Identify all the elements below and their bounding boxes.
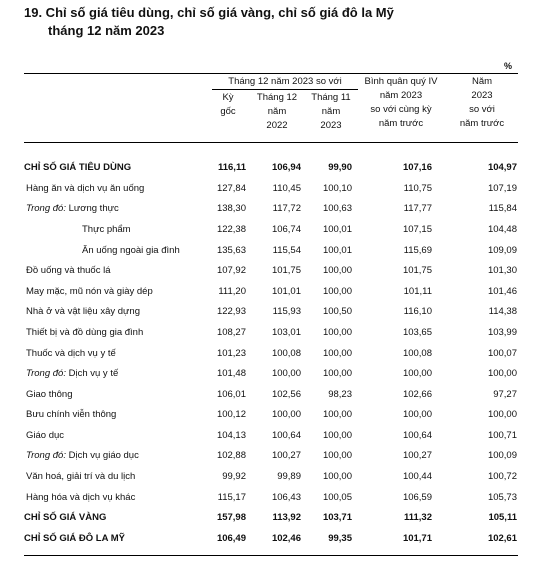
cell-value: 113,92	[272, 512, 301, 523]
row-label	[24, 158, 131, 178]
cell-value: 100,72	[487, 471, 517, 482]
cell-value: 117,72	[272, 203, 301, 214]
row-label	[26, 179, 144, 199]
header-q4-average	[360, 75, 442, 131]
cell-value: 100,00	[271, 409, 301, 420]
row-label-prefix: Trong đó:	[26, 203, 66, 214]
cell-value: 99,89	[277, 471, 301, 482]
header-text: so với	[469, 104, 495, 115]
cell-value: 100,00	[487, 409, 517, 420]
cell-value: 101,48	[216, 368, 246, 379]
row-label	[26, 302, 140, 322]
cell-value: 98,23	[328, 389, 352, 400]
header-bottom-rule	[24, 142, 518, 143]
table-row	[24, 529, 518, 549]
cell-value: 103,01	[271, 327, 301, 338]
cell-value: 101,75	[271, 265, 301, 276]
header-group-rule	[212, 89, 358, 90]
cell-value: 100,00	[271, 368, 301, 379]
header-text: Năm	[471, 76, 493, 87]
table-row	[24, 385, 518, 405]
cell-value: 106,49	[216, 533, 246, 544]
cell-value: 100,00	[322, 327, 352, 338]
cell-value: 102,66	[402, 389, 432, 400]
cell-value: 100,71	[487, 430, 517, 441]
cell-value: 101,75	[402, 265, 432, 276]
table-title-line1: 19. Chỉ số giá tiêu dùng, chỉ số giá vàng, chỉ số giá đô la Mỹ	[24, 5, 394, 20]
row-label	[26, 282, 153, 302]
cell-value: 107,15	[402, 224, 432, 235]
header-text: 2023	[320, 120, 342, 131]
header-dec-2022	[252, 91, 302, 133]
row-label	[82, 220, 131, 240]
row-label-text: Bưu chính viễn thông	[26, 409, 117, 420]
cell-value: 107,19	[487, 183, 517, 194]
row-label	[26, 385, 72, 405]
cell-value: 100,07	[487, 348, 517, 359]
cell-value: 103,99	[487, 327, 517, 338]
cell-value: 115,17	[217, 492, 246, 503]
cell-value: 101,01	[271, 286, 301, 297]
cell-value: 104,97	[487, 162, 517, 173]
row-label-text: Văn hoá, giải trí và du lịch	[26, 471, 136, 482]
header-text: Tháng 11	[311, 92, 351, 103]
cell-value: 135,63	[216, 245, 246, 256]
row-label-text: Thiết bị và đồ dùng gia đình	[26, 327, 144, 338]
row-label-text: Dịch vụ y tế	[65, 368, 119, 379]
cell-value: 100,00	[402, 409, 432, 420]
cell-value: 104,48	[487, 224, 517, 235]
row-label-text: CHỈ SỐ GIÁ VÀNG	[24, 512, 107, 523]
cell-value: 100,63	[322, 203, 352, 214]
table-row	[24, 508, 518, 528]
cell-value: 115,69	[403, 245, 432, 256]
cell-value: 110,45	[272, 183, 301, 194]
header-text: Kỳ	[222, 92, 234, 103]
cell-value: 122,93	[216, 306, 246, 317]
table-row	[24, 199, 518, 219]
row-label-text: Hàng hóa và dịch vụ khác	[26, 492, 136, 503]
header-text: năm trước	[459, 118, 505, 129]
cell-value: 100,10	[322, 183, 352, 194]
table-bottom-rule	[24, 555, 518, 556]
table-row	[24, 261, 518, 281]
row-label-text: Ăn uống ngoài gia đình	[82, 245, 180, 256]
cell-value: 103,71	[322, 512, 352, 523]
cell-value: 106,59	[402, 492, 432, 503]
cell-value: 99,90	[328, 162, 352, 173]
cell-value: 138,30	[216, 203, 246, 214]
cell-value: 100,50	[322, 306, 352, 317]
cell-value: 102,88	[216, 450, 246, 461]
cell-value: 100,00	[322, 265, 352, 276]
header-group-label	[212, 75, 358, 89]
cell-value: 100,00	[322, 450, 352, 461]
header-base-period	[208, 91, 248, 119]
cell-value: 106,43	[271, 492, 301, 503]
header-group-text: Tháng 12 năm 2023 so với	[228, 76, 342, 87]
header-year-2023	[448, 75, 516, 131]
cell-value: 100,01	[322, 245, 352, 256]
table-row	[24, 241, 518, 261]
header-text: năm	[267, 106, 287, 117]
row-label-text: Giao thông	[26, 389, 73, 400]
cell-value: 100,00	[322, 471, 352, 482]
row-label-prefix: Trong đó:	[26, 450, 66, 461]
row-label-text: Hàng ăn và dịch vụ ăn uống	[26, 183, 145, 194]
cell-value: 114,38	[488, 306, 517, 317]
cell-value: 99,35	[328, 533, 352, 544]
cell-value: 100,00	[322, 409, 352, 420]
table-row	[24, 323, 518, 343]
cell-value: 99,92	[222, 471, 246, 482]
cell-value: 101,30	[487, 265, 517, 276]
row-label-text: CHỈ SỐ GIÁ ĐÔ LA MỸ	[24, 533, 125, 544]
cell-value: 105,11	[488, 512, 517, 523]
row-label	[26, 405, 116, 425]
cell-value: 101,23	[216, 348, 246, 359]
cell-value: 103,65	[402, 327, 432, 338]
cell-value: 109,09	[487, 245, 517, 256]
row-label	[24, 508, 106, 528]
cell-value: 111,20	[218, 286, 246, 297]
cell-value: 115,84	[488, 203, 517, 214]
row-label	[24, 529, 125, 549]
cell-value: 100,00	[487, 368, 517, 379]
cell-value: 116,11	[217, 162, 246, 173]
table-row	[24, 158, 518, 178]
cell-value: 107,92	[216, 265, 246, 276]
row-label	[26, 446, 139, 466]
header-text: 2022	[266, 120, 288, 131]
cell-value: 115,54	[272, 245, 301, 256]
cell-value: 127,84	[216, 183, 246, 194]
row-label-prefix: Trong đó:	[26, 368, 66, 379]
cell-value: 100,27	[402, 450, 432, 461]
cell-value: 107,16	[402, 162, 432, 173]
cell-value: 115,93	[272, 306, 301, 317]
cell-value: 100,08	[402, 348, 432, 359]
cell-value: 97,27	[493, 389, 517, 400]
cell-value: 157,98	[216, 512, 246, 523]
cell-value: 100,09	[487, 450, 517, 461]
cell-value: 100,27	[271, 450, 301, 461]
cell-value: 104,13	[216, 430, 246, 441]
cell-value: 102,56	[271, 389, 301, 400]
cell-value: 100,00	[322, 368, 352, 379]
table-row	[24, 467, 518, 487]
row-label	[82, 241, 180, 261]
table-row	[24, 302, 518, 322]
header-text: năm 2023	[379, 90, 423, 101]
cell-value: 110,75	[403, 183, 432, 194]
row-label	[26, 323, 143, 343]
cell-value: 106,94	[271, 162, 301, 173]
row-label	[26, 199, 119, 219]
row-label-text: Nhà ở và vật liệu xây dựng	[26, 306, 140, 317]
table-row	[24, 282, 518, 302]
cell-value: 100,01	[322, 224, 352, 235]
cell-value: 100,00	[322, 348, 352, 359]
row-label-text: May mặc, mũ nón và giày dép	[26, 286, 153, 297]
row-label	[26, 467, 135, 487]
row-label-text: Thuốc và dịch vụ y tế	[26, 348, 116, 359]
row-label	[26, 488, 135, 508]
cell-value: 111,32	[403, 512, 432, 523]
table-title	[24, 4, 394, 40]
cell-value: 116,10	[403, 306, 432, 317]
cell-value: 117,77	[403, 203, 432, 214]
cell-value: 101,71	[402, 533, 432, 544]
cell-value: 100,00	[322, 286, 352, 297]
cell-value: 102,61	[487, 533, 517, 544]
table-row	[24, 446, 518, 466]
header-text: Tháng 12	[256, 92, 298, 103]
table-row	[24, 364, 518, 384]
cell-value: 100,12	[216, 409, 246, 420]
cell-value: 100,64	[402, 430, 432, 441]
cell-value: 105,73	[487, 492, 517, 503]
header-text: Bình quân quý IV	[364, 76, 438, 87]
table-row	[24, 220, 518, 240]
cell-value: 100,44	[402, 471, 432, 482]
header-text: so với cùng kỳ	[370, 104, 432, 115]
table-row	[24, 488, 518, 508]
cell-value: 122,38	[216, 224, 246, 235]
row-label-text: CHỈ SỐ GIÁ TIÊU DÙNG	[24, 162, 132, 173]
table-row	[24, 344, 518, 364]
cell-value: 101,11	[403, 286, 432, 297]
cell-value: 102,46	[271, 533, 301, 544]
row-label-text: Giáo dục	[26, 430, 65, 441]
cell-value: 106,74	[271, 224, 301, 235]
header-text: năm	[321, 106, 341, 117]
cell-value: 106,01	[216, 389, 246, 400]
header-text: năm trước	[378, 118, 424, 129]
cell-value: 108,27	[216, 327, 246, 338]
row-label-text: Đồ uống và thuốc lá	[26, 265, 111, 276]
table-row	[24, 405, 518, 425]
unit-label: %	[504, 61, 513, 71]
header-text: gốc	[220, 106, 236, 117]
row-label	[26, 261, 111, 281]
cell-value: 100,00	[322, 430, 352, 441]
row-label-text: Thực phẩm	[82, 224, 131, 235]
row-label-text: Dịch vụ giáo dục	[65, 450, 139, 461]
cell-value: 100,64	[271, 430, 301, 441]
table-title-line2: tháng 12 năm 2023	[48, 23, 165, 38]
header-text: 2023	[471, 90, 493, 101]
cell-value: 100,05	[322, 492, 352, 503]
row-label	[26, 364, 118, 384]
cell-value: 101,46	[487, 286, 517, 297]
table-top-rule	[24, 73, 518, 74]
row-label	[26, 426, 64, 446]
table-row	[24, 179, 518, 199]
cell-value: 100,00	[402, 368, 432, 379]
cell-value: 100,08	[271, 348, 301, 359]
table-row	[24, 426, 518, 446]
row-label	[26, 344, 116, 364]
row-label-text: Lương thực	[65, 203, 119, 214]
header-nov-2023	[306, 91, 356, 133]
